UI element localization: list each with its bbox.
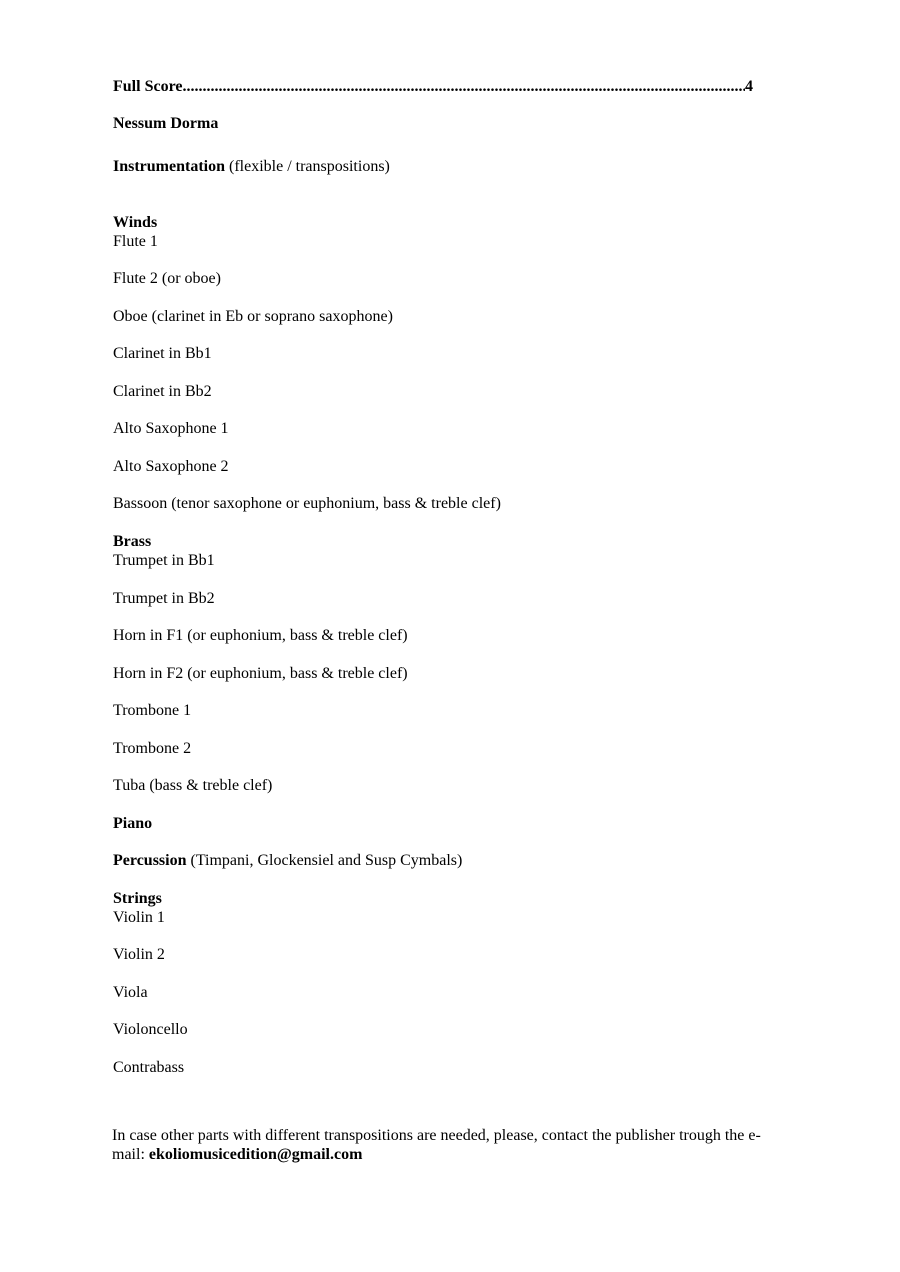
winds-item: Alto Saxophone 1 (113, 420, 229, 437)
piano-heading: Piano (113, 815, 153, 832)
percussion-line (113, 852, 462, 870)
winds-heading: Winds (113, 214, 158, 231)
brass-item: Horn in F1 (or euphonium, bass & treble clef) (113, 627, 408, 644)
winds-item: Clarinet in Bb2 (113, 383, 212, 400)
contact-note (112, 1126, 772, 1164)
winds-item: Flute 2 (or oboe) (113, 270, 221, 287)
winds-item: Flute 1 (113, 233, 158, 250)
brass-heading: Brass (113, 533, 152, 550)
contact-note-text: In case other parts with different transpositions are needed, please, contact the publisher trough the e-mail: (112, 1127, 761, 1163)
toc-label: Full Score (113, 78, 183, 95)
brass-item: Horn in F2 (or euphonium, bass & treble clef) (113, 665, 408, 682)
strings-item: Violoncello (113, 1021, 188, 1038)
strings-item: Viola (113, 984, 148, 1001)
instrumentation-note: (flexible / transpositions) (229, 158, 390, 175)
percussion-note: (Timpani, Glockensiel and Susp Cymbals) (190, 852, 463, 869)
winds-item: Oboe (clarinet in Eb or soprano saxophone) (113, 308, 393, 325)
toc-entry-full-score (113, 78, 753, 96)
strings-heading: Strings (113, 890, 162, 907)
winds-item: Bassoon (tenor saxophone or euphonium, bass & treble clef) (113, 495, 501, 512)
strings-item: Contrabass (113, 1059, 185, 1076)
contact-email-link[interactable]: ekoliomusicedition@gmail.com (148, 1146, 363, 1163)
strings-item: Violin 2 (113, 946, 165, 963)
toc-leader-dots (182, 78, 745, 96)
piece-title: Nessum Dorma (113, 115, 219, 132)
instrumentation-heading-line (113, 158, 390, 176)
percussion-heading: Percussion (113, 852, 187, 869)
brass-item: Trumpet in Bb1 (113, 552, 215, 569)
brass-item: Tuba (bass & treble clef) (113, 777, 273, 794)
toc-page-number: 4 (745, 78, 753, 95)
brass-item: Trombone 1 (113, 702, 192, 719)
brass-item: Trombone 2 (113, 740, 192, 757)
brass-item: Trumpet in Bb2 (113, 590, 215, 607)
winds-item: Alto Saxophone 2 (113, 458, 229, 475)
instrumentation-heading: Instrumentation (113, 158, 226, 175)
winds-item: Clarinet in Bb1 (113, 345, 212, 362)
strings-item: Violin 1 (113, 909, 165, 926)
